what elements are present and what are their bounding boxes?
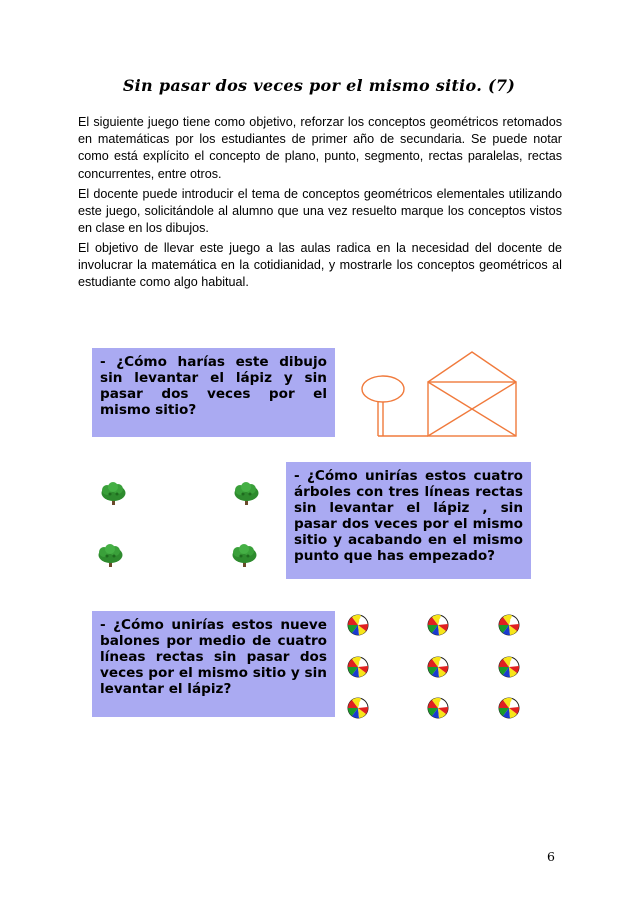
ball-icon <box>348 657 368 677</box>
page-number: 6 <box>547 849 555 864</box>
paragraph-3: El objetivo de llevar este juego a las aulas radica en la necesidad del docente de involucrar la matemática en la cotidianidad, y mostrarle los conceptos geométricos al estudiante como algo habitual. <box>78 241 562 290</box>
puzzle-1-question-box: - ¿Cómo harías este dibujo sin levantar el lápiz y sin pasar dos veces por el mismo sitio? <box>92 348 335 437</box>
tree-icon <box>99 544 123 567</box>
ball-icon <box>499 615 519 635</box>
ball-icon <box>499 698 519 718</box>
ball-icon <box>428 615 448 635</box>
tree-icon <box>102 482 126 505</box>
house-drawing-image <box>350 348 530 440</box>
puzzle-3-question-box: - ¿Cómo unirías estos nueve balones por medio de cuatro líneas rectas sin pasar dos veces por el mismo sitio y sin levantar el lápiz? <box>92 611 335 717</box>
ball-icon <box>428 657 448 677</box>
ball-icon <box>348 615 368 635</box>
page-title: Sin pasar dos veces por el mismo sitio. (7) <box>122 76 516 95</box>
paragraph-2: El docente puede introducir el tema de conceptos geométricos elementales utilizando este juego, solicitándole al alumno que una vez resuelto marque los conceptos vistos en clase en los dibujos. <box>78 187 562 236</box>
puzzle-2-question-box: - ¿Cómo unirías estos cuatro árboles con tres líneas rectas sin levantar el lápiz , sin pasar dos veces por el mismo sitio y acabando en el mismo punto que has empezado? <box>286 462 531 579</box>
tree-icon <box>233 544 257 567</box>
ball-icon <box>428 698 448 718</box>
tree-crown-ellipse <box>362 376 404 402</box>
ball-icon <box>348 698 368 718</box>
tree-icon <box>235 482 259 505</box>
house-roof <box>428 352 516 382</box>
paragraph-1: El siguiente juego tiene como objetivo, reforzar los conceptos geométricos retomados en matemáticas por los estudiantes de primer año de secundaria. Se puede notar como está explícito el concepto de plano, punto, segmento, rectas paralelas, rectas concurrentes, entre otros. <box>78 115 562 181</box>
ball-icon <box>499 657 519 677</box>
